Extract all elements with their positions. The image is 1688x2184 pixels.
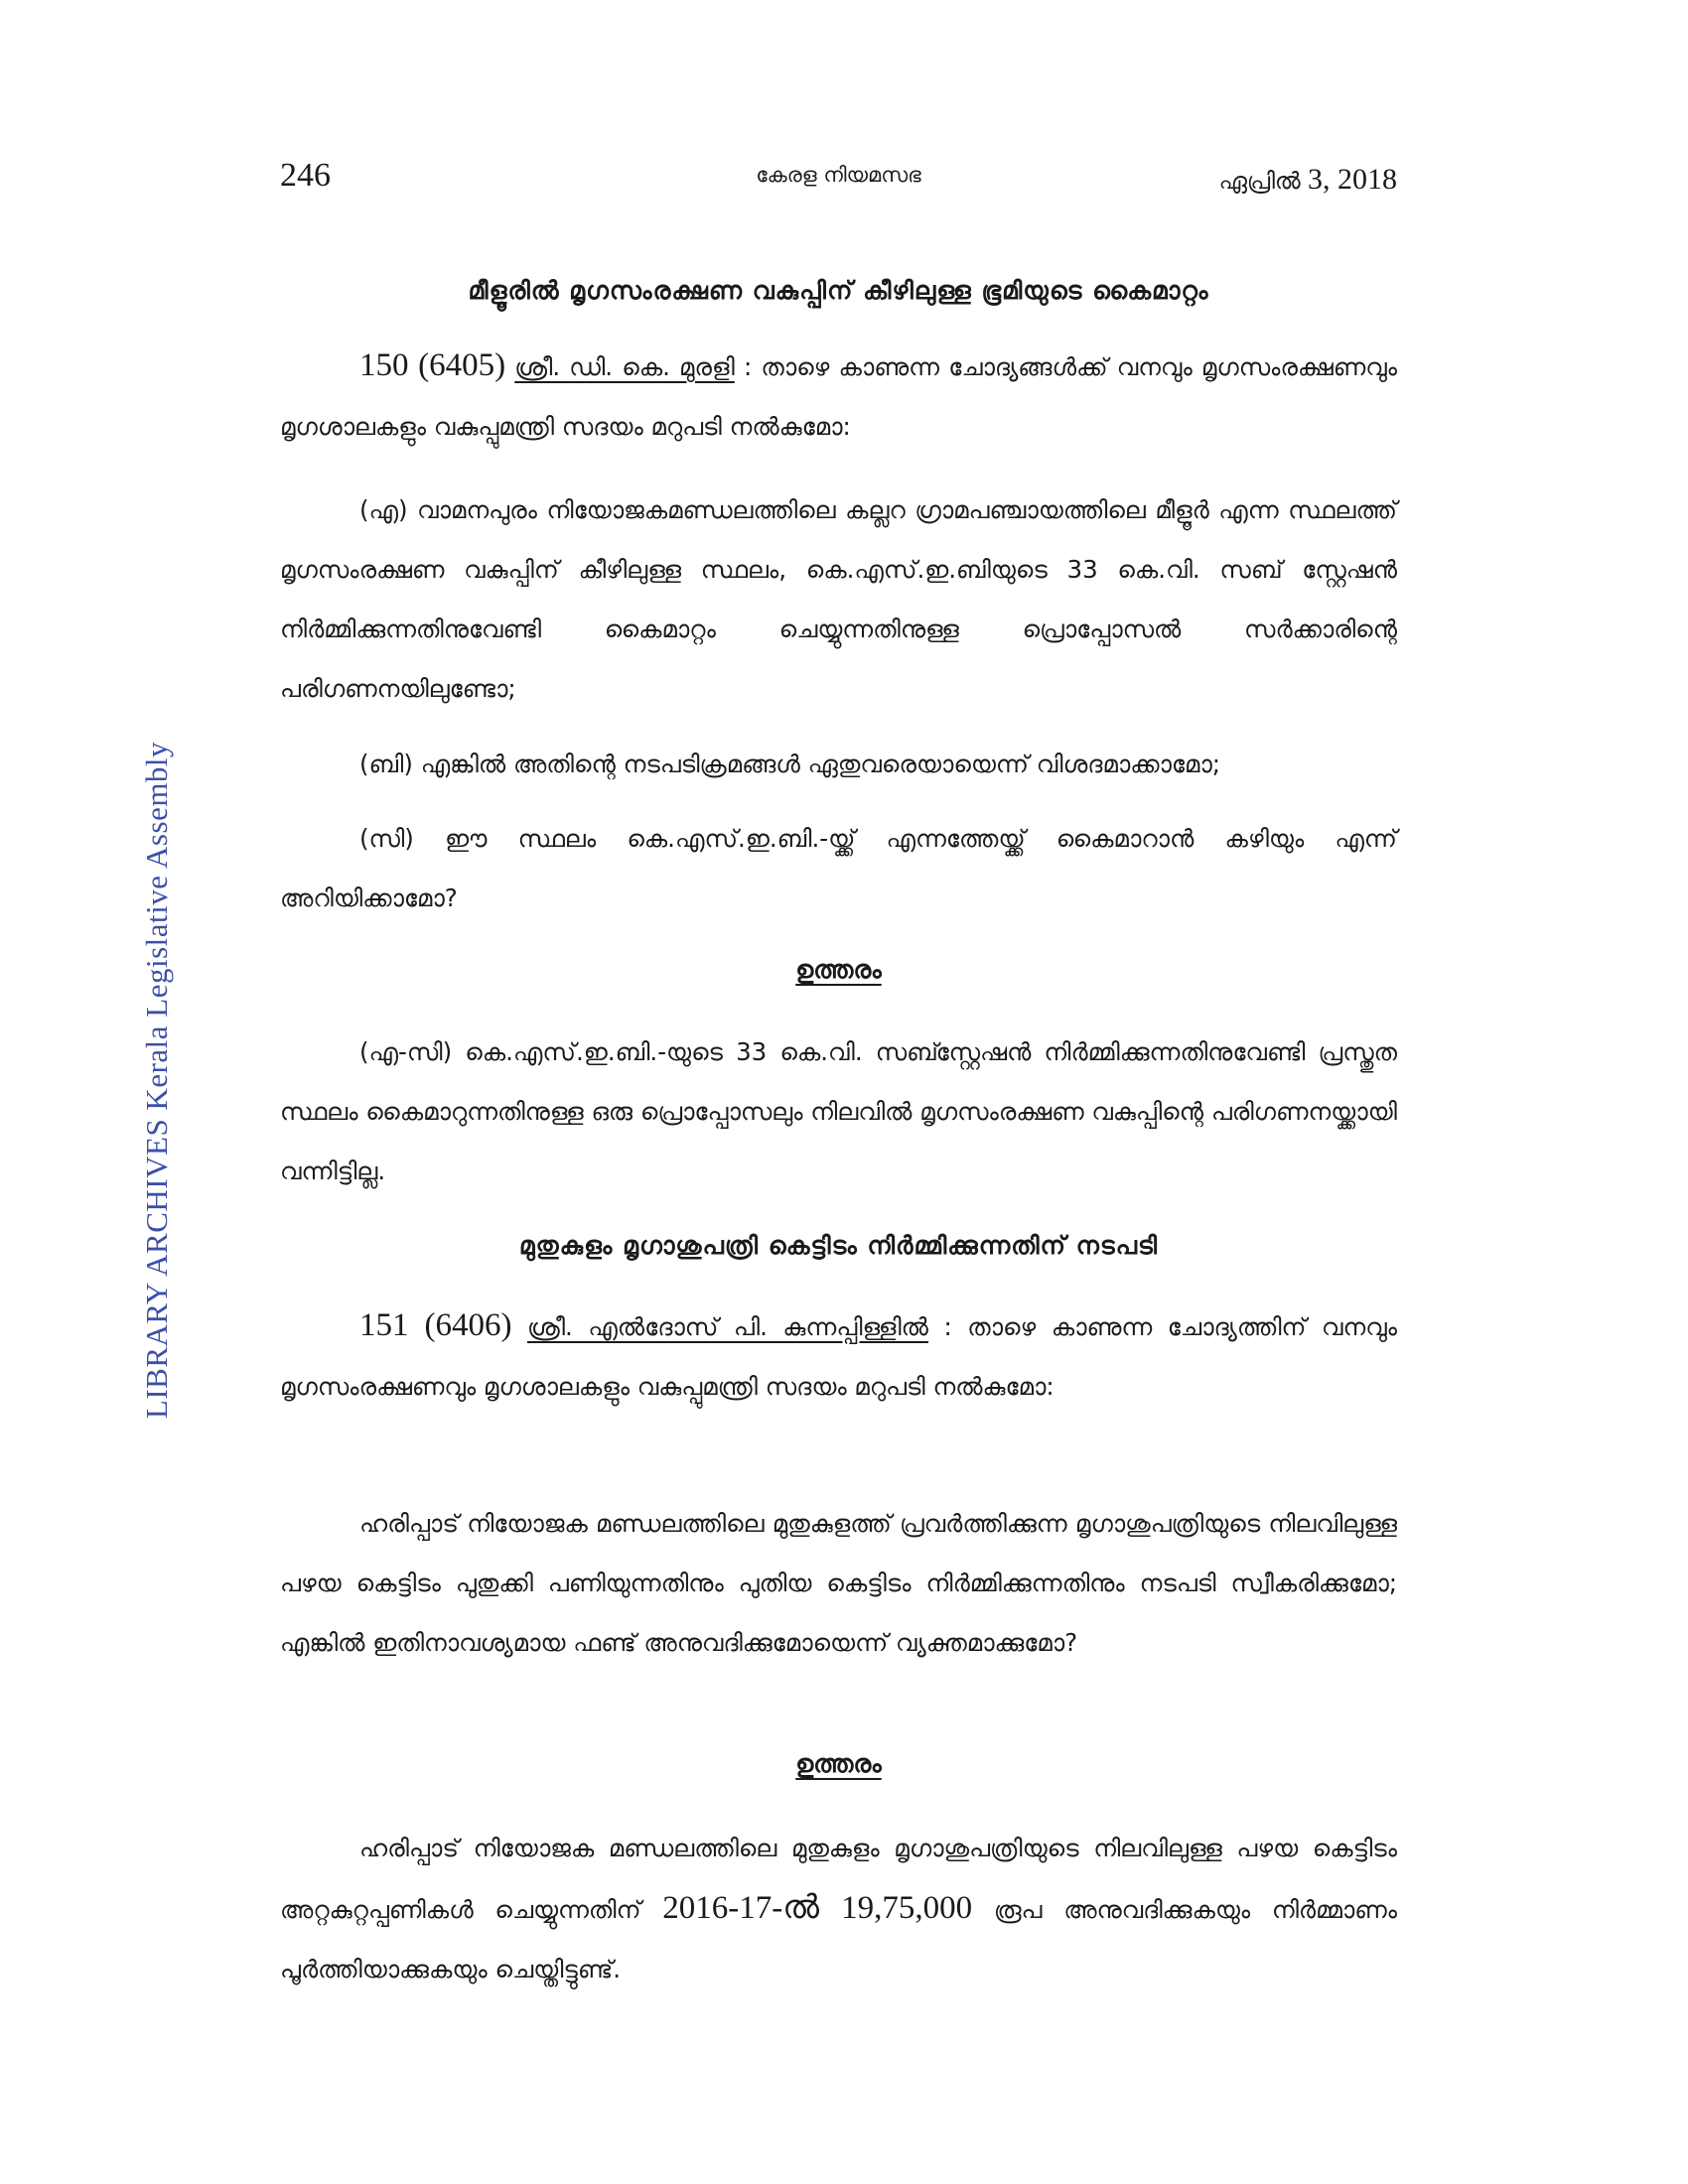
archive-watermark: LIBRARY ARCHIVES Kerala Legislative Assembly bbox=[139, 741, 174, 1420]
question-intro-text: : താഴെ കാണുന്ന ചോദ്യത്തിന് വനവും മൃഗസംരക്ഷണവും മൃഗശാലകളും വകുപ്പുമന്ത്രി സദയം മറുപടി നൽകുമോ: bbox=[280, 1312, 1397, 1401]
answer-heading-151: ഉത്തരം bbox=[795, 1749, 882, 1778]
header-title: കേരള നിയമസഭ bbox=[756, 163, 921, 187]
question-150-part-b: (ബി) എങ്കിൽ അതിന്റെ നടപടിക്രമങ്ങൾ ഏതുവരെയായെന്ന് വിശദമാക്കാമോ; bbox=[359, 750, 1221, 778]
question-number: 151 (6406) bbox=[359, 1307, 512, 1343]
answer-150: (എ-സി) കെ.എസ്.ഇ.ബി.-യുടെ 33 കെ.വി. സബ്സ്റ്റേഷൻ നിർമ്മിക്കുന്നതിനുവേണ്ടി പ്രസ്തുത സ്ഥലം കൈമാറുന്നതിനുള്ള ഒരു പ്രൊപ്പോസലും നിലവിൽ മൃഗസംരക്ഷണ വകുപ്പിന്റെ പരിഗണനയ്ക്കായി വന്നിട്ടില്ല. bbox=[280, 1037, 1397, 1185]
question-151-intro bbox=[280, 1296, 1397, 1417]
answer-amount: 2016-17-ൽ 19,75,000 bbox=[662, 1890, 973, 1926]
answer-text-2: രൂപ അനുവദിക്കുകയും നിർമ്മാണം പൂർത്തിയാക്കുകയും ചെയ്തിട്ടുണ്ട്. bbox=[280, 1895, 1397, 1983]
question-intro-text: : താഴെ കാണുന്ന ചോദ്യങ്ങൾക്ക് വനവും മൃഗസംരക്ഷണവും മൃഗശാലകളും വകുപ്പുമന്ത്രി സദയം മറുപടി നൽകുമോ: bbox=[280, 352, 1398, 441]
question-151-text: ഹരിപ്പാട് നിയോജക മണ്ഡലത്തിലെ മുതുകുളത്ത് പ്രവർത്തിക്കുന്ന മൃഗാശുപത്രിയുടെ നിലവിലുള്ള പഴയ കെട്ടിടം പുതുക്കി പണിയുന്നതിനും പുതിയ കെട്ടിടം നിർമ്മിക്കുന്നതിനും നടപടി സ്വീകരിക്കുമോ; എങ്കിൽ ഇതിനാവശ്യമായ ഫണ്ട് അനുവദിക്കുമോയെന്ന് വ്യക്തമാക്കുമോ? bbox=[280, 1509, 1397, 1657]
member-name: ശ്രീ. എൽദോസ് പി. കുന്നപ്പിള്ളിൽ bbox=[526, 1312, 928, 1341]
answer-text-1: ഹരിപ്പാട് നിയോജക മണ്ഡലത്തിലെ മുതുകുളം മൃഗാശുപത്രിയുടെ നിലവിലുള്ള പഴയ കെട്ടിടം അറ്റകുറ്റപ്പണികൾ ചെയ്യുന്നതിന് bbox=[280, 1834, 1397, 1924]
question-150-part-a: (എ) വാമനപുരം നിയോജകമണ്ഡലത്തിലെ കല്ലറ ഗ്രാമപഞ്ചായത്തിലെ മീളൂർ എന്ന സ്ഥലത്ത് മൃഗസംരക്ഷണ വകുപ്പിന് കീഴിലുള്ള സ്ഥലം, കെ.എസ്.ഇ.ബിയുടെ 33 കെ.വി. സബ് സ്റ്റേഷൻ നിർമ്മിക്കുന്നതിനുവേണ്ടി കൈമാറ്റം ചെയ്യുന്നതിനുള്ള പ്രൊപ്പോസൽ സർക്കാരിന്റെ പരിഗണനയിലുണ്ടോ; bbox=[280, 495, 1397, 703]
question-150-intro bbox=[280, 336, 1397, 457]
header-date bbox=[1219, 163, 1397, 197]
question-150-title: മീളൂരിൽ മൃഗസംരക്ഷണ വകുപ്പിന് കീഴിലുള്ള ഭൂമിയുടെ കൈമാറ്റം bbox=[468, 276, 1209, 305]
question-150-part-c: (സി) ഈ സ്ഥലം കെ.എസ്.ഇ.ബി.-യ്ക്ക് എന്നത്തേയ്ക്ക് കൈമാറാൻ കഴിയും എന്ന് അറിയിക്കാമോ? bbox=[280, 824, 1397, 912]
page-header bbox=[280, 157, 1397, 206]
header-date-rest: 3, 2018 bbox=[1308, 163, 1397, 196]
page-number: 246 bbox=[280, 157, 331, 194]
answer-heading-150: ഉത്തരം bbox=[795, 955, 882, 984]
header-date-month: ഏപ്രിൽ bbox=[1218, 169, 1301, 195]
answer-151 bbox=[280, 1819, 1397, 1999]
question-151-title: മുതുകുളം മൃഗാശുപത്രി കെട്ടിടം നിർമ്മിക്കുന്നതിന് നടപടി bbox=[518, 1231, 1159, 1260]
member-name: ശ്രീ. ഡി. കെ. മുരളി bbox=[514, 352, 735, 381]
question-number: 150 (6405) bbox=[359, 347, 506, 383]
